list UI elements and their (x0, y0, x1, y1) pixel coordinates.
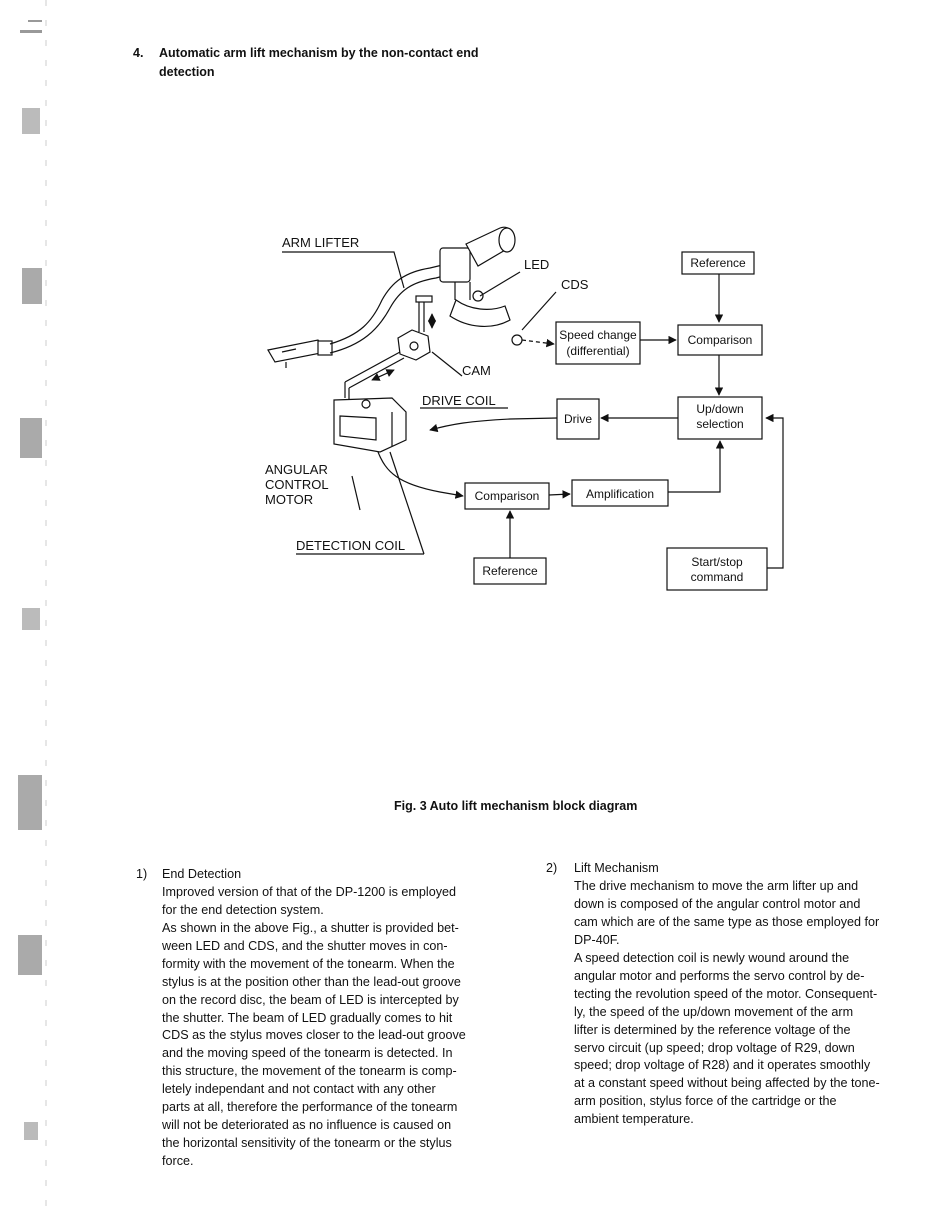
text-line: and the moving speed of the tonearm is detected. In (162, 1046, 453, 1061)
text-line: lifter is determined by the reference voltage of the (574, 1022, 851, 1037)
text-line: ween LED and CDS, and the shutter moves in con- (162, 938, 448, 953)
text-line: As shown in the above Fig., a shutter is provided bet- (162, 921, 459, 935)
text-line: letely independant and not contact with any other (162, 1082, 436, 1097)
heading-title-line2: detection (159, 65, 215, 79)
text-line: parts at all, therefore the performance of the tonearm (162, 1100, 458, 1115)
section2-paragraph-2 (574, 950, 914, 1129)
section2-paragraph-1 (574, 878, 914, 950)
block-speed-change-2: (differential) (566, 344, 630, 358)
text-line: will not be deteriorated as no influence is caused on (162, 1117, 452, 1132)
label-motor: MOTOR (265, 492, 314, 507)
text-line: speed; drop voltage of R28) and it operates smoothly (574, 1058, 871, 1073)
text-line: formity with the movement of the tonearm. When the (162, 956, 455, 971)
label-angular: ANGULAR (265, 462, 328, 477)
block-updown-2: selection (696, 417, 744, 431)
text-line: cam which are of the same type as those employed for (574, 914, 880, 929)
section2-title: Lift Mechanism (574, 861, 659, 875)
text-line: for the end detection system. (162, 902, 324, 917)
label-cam: CAM (462, 363, 491, 378)
text-line: force. (162, 1153, 194, 1168)
block-drive: Drive (563, 412, 593, 426)
label-led: LED (524, 257, 550, 272)
text-line: the horizontal sensitivity of the tonearm or the stylus (162, 1135, 452, 1150)
text-line: Improved version of that of the DP-1200 is employed (162, 885, 457, 899)
heading-number: 4. (133, 46, 144, 60)
section1-paragraph-2 (162, 920, 502, 1171)
block-updown-1: Up/down (696, 402, 744, 416)
text-line: servo circuit (up speed; drop voltage of R29, down (574, 1040, 855, 1055)
label-arm-lifter: ARM LIFTER (282, 235, 360, 250)
block-comparison-top: Comparison (687, 333, 753, 347)
text-line: A speed detection coil is newly wound around the (574, 951, 850, 965)
text-line: stylus is at the position other than the lead-out groove (162, 974, 461, 989)
block-reference-bottom: Reference (482, 564, 538, 578)
block-comparison-bottom: Comparison (474, 489, 540, 503)
tonearm-illustration (268, 227, 515, 452)
block-startstop-1: Start/stop (691, 555, 743, 569)
label-control: CONTROL (265, 477, 329, 492)
section1-paragraph-1 (162, 884, 502, 920)
text-line: CDS as the stylus moves closer to the lead-out groove (162, 1028, 466, 1043)
block-amplification: Amplification (585, 487, 655, 501)
block-reference-top: Reference (690, 256, 746, 270)
text-line: The drive mechanism to move the arm lifter up and (574, 879, 859, 893)
text-line: down is composed of the angular control motor and (574, 896, 861, 911)
text-line: arm position, stylus force of the cartridge or the (574, 1094, 837, 1109)
section2-number: 2) (546, 861, 558, 875)
text-line: ly, the speed of the up/down movement of the arm (574, 1004, 854, 1019)
text-line: DP-40F. (574, 932, 620, 947)
text-line: tecting the revolution speed of the motor. Consequent- (574, 986, 878, 1001)
label-cds: CDS (561, 277, 589, 292)
text-line: the shutter. The beam of LED gradually comes to hit (162, 1010, 453, 1025)
block-startstop-2: command (690, 570, 744, 584)
section1-number: 1) (136, 867, 148, 881)
text-line: this structure, the movement of the tonearm is comp- (162, 1064, 457, 1079)
text-line: angular motor and performs the servo control by de- (574, 968, 865, 983)
section1-title: End Detection (162, 867, 242, 881)
label-detection-coil: DETECTION COIL (296, 538, 406, 553)
text-line: at a constant speed without being affected by the tone- (574, 1076, 880, 1091)
text-line: ambient temperature. (574, 1112, 694, 1127)
label-drive-coil: DRIVE COIL (422, 393, 496, 408)
figure-caption: Fig. 3 Auto lift mechanism block diagram (394, 799, 638, 813)
heading-title-line1: Automatic arm lift mechanism by the non-contact end (159, 46, 479, 60)
block-speed-change-1: Speed change (559, 328, 637, 342)
text-line: on the record disc, the beam of LED is intercepted by (162, 992, 459, 1007)
